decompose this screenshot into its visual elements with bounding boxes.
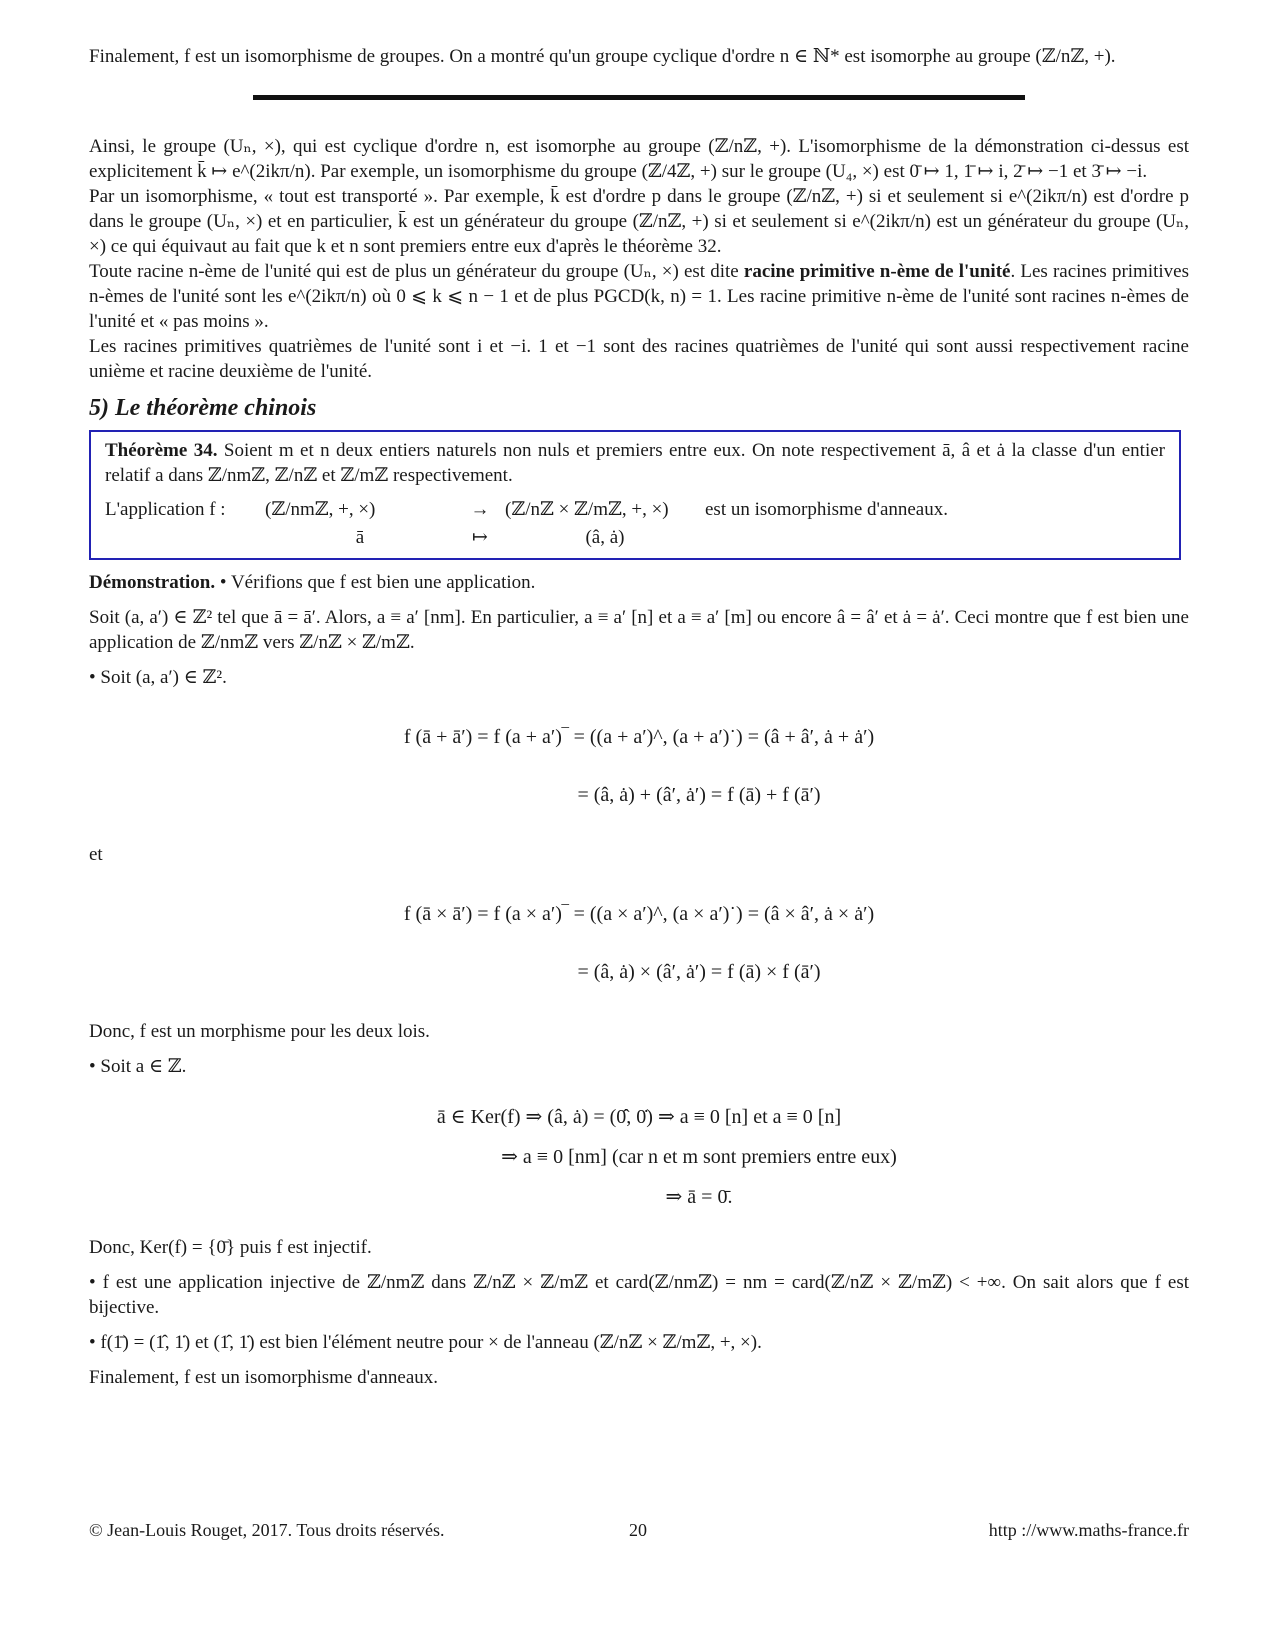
sum-line-2: = (â, ȧ) + (â′, ȧ′) = f (ā) + f (ā′) [577,784,821,806]
paragraph-isomorphism: Ainsi, le groupe (Uₙ, ×), qui est cyclique d'ordre n, est isomorphe au groupe (ℤ/nℤ, +). L'isomorphisme de la démonstration ci-dessus est explicitement k̄ ↦ e^(2ikπ/n). Par exemple, un isomorphisme du groupe (ℤ/4ℤ, +) sur le groupe (U₄, ×) est 0̄ ↦ 1, 1̄ ↦ i, 2̄ ↦ −1 et 3̄ ↦ −i. [89,136,1189,182]
demo-heading [89,570,1189,595]
ker-line-3: ⇒ ā = 0̄. [665,1186,733,1208]
demo-bijective: • f est une application injective de ℤ/nmℤ dans ℤ/nℤ × ℤ/mℤ et card(ℤ/nmℤ) = nm = card(ℤ/nℤ × ℤ/mℤ) < +∞. On sait alors que f est bijective. [89,1272,1189,1318]
demo-final: Finalement, f est un isomorphisme d'anneaux. [89,1367,439,1388]
page-content [89,44,1189,1390]
theorem-map [105,496,1165,552]
theorem-label: Théorème 34. [105,440,218,461]
horizontal-rule [253,95,1025,100]
demo-bullet-soit: • Soit (a, a′) ∈ ℤ². [89,667,227,688]
map-domain: (ℤ/nmℤ, +, ×) [265,499,376,520]
sum-line-1: f (ā + ā′) = f (a + a′)‾ = ((a + a′)^, (a + a′)˙) = (â + â′, ȧ + ȧ′) [403,726,875,748]
footer-page-number: 20 [629,1520,647,1540]
footer-url[interactable]: http ://www.maths-france.fr [988,1520,1189,1540]
map-arrow: → [470,499,490,520]
map-element: ā [355,527,365,548]
display-sum [89,708,1189,824]
primitive-before: Toute racine n-ème de l'unité qui est de plus un générateur du groupe (Uₙ, ×) est dite [89,261,744,282]
paragraph-primitive [89,259,1189,334]
display-kernel [89,1097,1189,1217]
primitive-term: racine primitive n-ème de l'unité [743,261,1011,282]
paragraph-quatriemes: Les racines primitives quatrièmes de l'unité sont i et −i. 1 et −1 sont des racines quatrièmes de l'unité qui sont aussi respectivement racine unième et racine deuxième de l'unité. [89,336,1189,382]
intro-paragraph: Finalement, f est un isomorphisme de groupes. On a montré qu'un groupe cyclique d'ordre n ∈ ℕ* est isomorphe au groupe (ℤ/nℤ, +). [89,46,1116,67]
ker-line-2: ⇒ a ≡ 0 [nm] (car n et m sont premiers entre eux) [501,1146,897,1168]
map-mapsto: ↦ [472,527,488,548]
demo-injective: Donc, Ker(f) = {0̄} puis f est injectif. [89,1237,372,1258]
prod-line-2: = (â, ȧ) × (â′, ȧ′) = f (ā) × f (ā′) [577,961,821,983]
map-conclusion: est un isomorphisme d'anneaux. [705,499,948,520]
theorem-text: Soient m et n deux entiers naturels non nuls et premiers entre eux. On note respectivement ā, â et ȧ la classe d'un entier relatif a dans ℤ/nmℤ, ℤ/nℤ et ℤ/mℤ respectivement. [105,440,1165,486]
demo-bullet-a: • Soit a ∈ ℤ. [89,1056,187,1077]
map-image: (â, ȧ) [585,527,625,548]
prod-line-1: f (ā × ā′) = f (a × a′)‾ = ((a × a′)^, (a × a′)˙) = (â × â′, ȧ × ȧ′) [403,903,875,925]
primitive-after: . Les racines primitives n-èmes de l'unité sont les e^(2ikπ/n) où 0 ⩽ k ⩽ n − 1 et de plus PGCD(k, n) = 1. Les racine primitive n-ème de l'unité sont racines n-èmes de l'unité et « pas moins ». [89,261,1189,332]
theorem-statement [105,438,1165,488]
footer-copyright: © Jean-Louis Rouget, 2017. Tous droits réservés. [89,1520,445,1540]
page-footer [89,1518,1189,1543]
map-lead: L'application f : [105,499,226,520]
demo-et: et [89,844,103,865]
section-title: 5) Le théorème chinois [89,395,317,421]
demo-morphism: Donc, f est un morphisme pour les deux lois. [89,1021,430,1042]
paragraph-transport: Par un isomorphisme, « tout est transporté ». Par exemple, k̄ est d'ordre p dans le groupe (ℤ/nℤ, +) si et seulement si e^(2ikπ/n) est d'ordre p dans le groupe (Uₙ, ×) et en particulier, k̄ est un générateur du groupe (ℤ/nℤ, +) si et seulement si e^(2ikπ/n) est un générateur du groupe (Uₙ, ×) ce qui équivaut au fait que k et n sont premiers entre eux d'après le théorème 32. [89,186,1189,257]
demo-label: Démonstration. [89,572,216,593]
demo-first: • Vérifions que f est bien une application. [215,572,536,593]
theorem-box [89,430,1181,560]
map-codomain: (ℤ/nℤ × ℤ/mℤ, +, ×) [505,499,669,520]
display-product [89,885,1189,1001]
demo-neutral: • f(1̄) = (1̂, 1̇) et (1̂, 1̇) est bien l'élément neutre pour × de l'anneau (ℤ/nℤ × ℤ/mℤ, +, ×). [89,1332,762,1353]
ker-line-1: ā ∈ Ker(f) ⇒ (â, ȧ) = (0̂, 0̇) ⇒ a ≡ 0 [n] et a ≡ 0 [n] [436,1106,842,1128]
demo-well-defined: Soit (a, a′) ∈ ℤ² tel que ā = ā′. Alors, a ≡ a′ [nm]. En particulier, a ≡ a′ [n] et a ≡ a′ [m] ou encore â = â′ et ȧ = ȧ′. Ceci montre que f est bien une application de ℤ/nmℤ vers ℤ/nℤ × ℤ/mℤ. [89,607,1189,653]
